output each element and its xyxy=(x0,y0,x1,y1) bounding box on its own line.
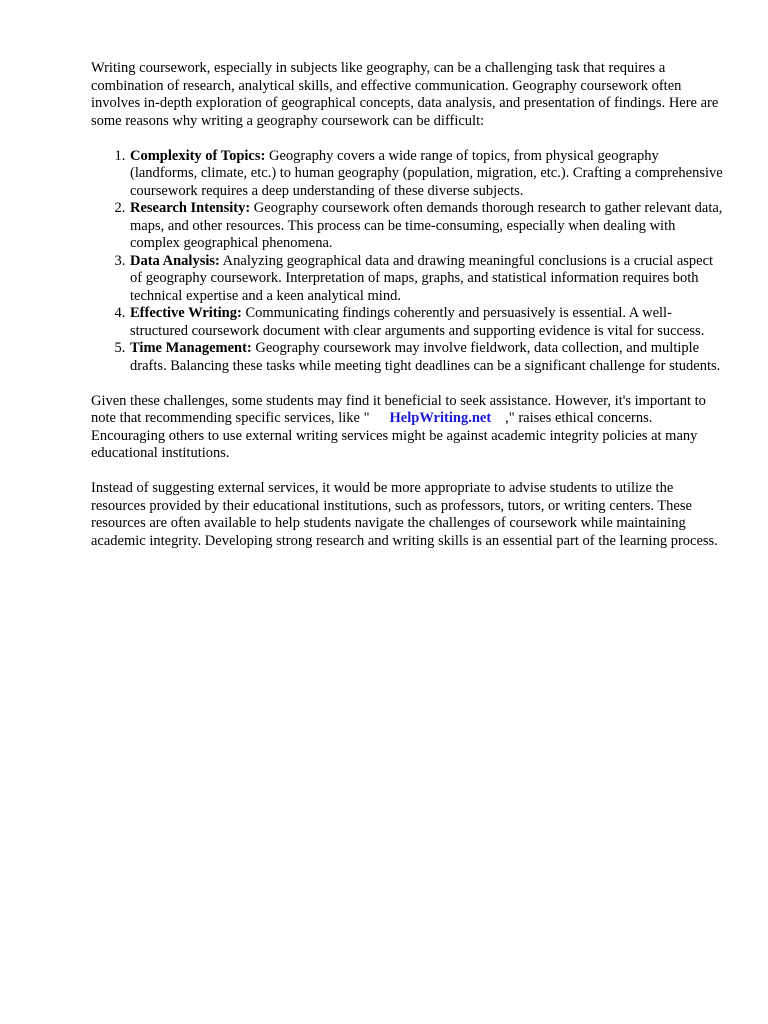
list-item-title: Data Analysis: xyxy=(130,252,220,269)
list-item-effective-writing xyxy=(129,305,724,340)
list-item-text: Geography covers a wide range of topics, from physical geography (landforms, climate, etc.) to human geography (population, migration, etc.). Crafting a comprehensive coursework requires a deep understanding of these diverse subjects. xyxy=(130,147,723,199)
reasons-list xyxy=(91,148,724,376)
list-item-complexity xyxy=(129,148,724,201)
list-item-data-analysis xyxy=(129,253,724,306)
challenges-text-before: Given these challenges, some students may find it beneficial to seek assistance. However, it's important to note that recommending specific services, like " xyxy=(91,392,706,426)
challenges-paragraph xyxy=(91,393,724,463)
list-item-text: Geography coursework often demands thorough research to gather relevant data, maps, and other resources. This process can be time-consuming, especially when dealing with complex geographical phenomena. xyxy=(130,200,723,251)
list-item-text: Geography coursework may involve fieldwork, data collection, and multiple drafts. Balancing these tasks while meeting tight deadlines can be a significant challenge for students. xyxy=(130,340,721,374)
list-item-research xyxy=(129,200,724,253)
challenges-text-after: ," raises ethical concerns. Encouraging others to use external writing services might be against academic integrity policies at many educational institutions. xyxy=(91,410,698,461)
list-item-time-management xyxy=(129,340,724,375)
conclusion-paragraph: Instead of suggesting external services, it would be more appropriate to advise students to utilize the resources provided by their educational institutions, such as professors, tutors, or writing centers. These resources are often available to help students navigate the challenges of coursework while maintaining academic integrity. Developing strong research and writing skills is an essential part of the learning process. xyxy=(91,480,718,549)
intro-paragraph: Writing coursework, especially in subjects like geography, can be a challenging task that requires a combination of research, analytical skills, and effective communication. Geography coursework often involves in-depth exploration of geographical concepts, data analysis, and presentation of findings. Here are some reasons why writing a geography coursework can be difficult: xyxy=(91,60,719,129)
helpwriting-link[interactable]: HelpWriting.net xyxy=(389,410,492,426)
list-item-text: Analyzing geographical data and drawing meaningful conclusions is a crucial aspect of geography coursework. Interpretation of maps, graphs, and statistical information requires both technical expertise and a keen analytical mind. xyxy=(130,252,714,304)
document-page xyxy=(91,60,724,568)
list-item-text: Communicating findings coherently and persuasively is essential. A well-structured coursework document with clear arguments and supporting evidence is vital for success. xyxy=(130,305,705,339)
list-item-title: Effective Writing: xyxy=(130,305,242,321)
list-item-title: Time Management: xyxy=(130,340,252,356)
list-item-title: Research Intensity: xyxy=(130,200,251,216)
list-item-title: Complexity of Topics: xyxy=(130,147,266,164)
